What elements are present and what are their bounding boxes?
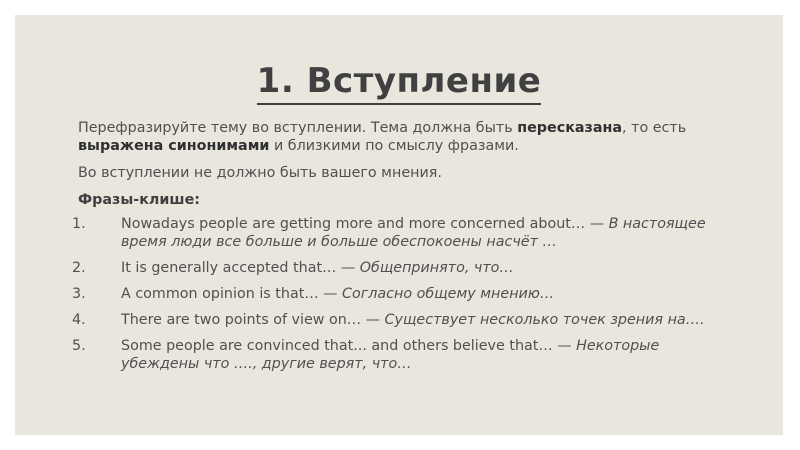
list-item xyxy=(72,259,728,277)
phrase-russian: Согласно общему мнению… xyxy=(342,286,555,302)
phrase-russian: Общепринято, что… xyxy=(359,260,514,276)
phrase-russian: Существует несколько точек зрения на…. xyxy=(384,312,705,328)
list-number: 1. xyxy=(72,216,86,232)
phrase-english: Some people are convinced that... and others believe that… — xyxy=(121,338,577,354)
phrases-heading: Фразы-клише: xyxy=(78,192,201,208)
phrase-english: It is generally accepted that… — xyxy=(121,260,360,276)
intro-text-e: и близкими по смыслу фразами. xyxy=(269,138,519,154)
list-number: 5. xyxy=(72,338,86,354)
slide-title xyxy=(15,61,783,101)
phrases-list xyxy=(72,215,728,373)
list-number: 4. xyxy=(72,312,86,328)
phrase-russian: В настоящее время люди все больше и больше обеспокоены насчёт … xyxy=(121,216,706,250)
intro-emphasis-synonyms: выражена синонимами xyxy=(78,138,270,154)
list-number: 3. xyxy=(72,286,86,302)
intro-emphasis-retold: пересказана xyxy=(517,120,623,136)
phrase-russian: Некоторые убеждены что …., другие верят, что… xyxy=(121,338,660,372)
phrase-english: There are two points of view on… — xyxy=(121,312,385,328)
intro-text-a: Перефразируйте тему во вступлении. Тема должна быть xyxy=(78,120,518,136)
phrase-english: Nowadays people are getting more and more concerned about… — xyxy=(121,216,609,232)
slide-title-text: 1. Вступление xyxy=(257,61,542,105)
list-item xyxy=(72,337,728,373)
slide-body xyxy=(72,119,728,381)
phrase-english: A common opinion is that… — xyxy=(121,286,343,302)
list-item xyxy=(72,285,728,303)
intro-text-c: , то есть xyxy=(622,120,687,136)
intro-paragraph-2: Во вступлении не должно быть вашего мнения. xyxy=(78,165,442,181)
list-item xyxy=(72,215,728,251)
list-item xyxy=(72,311,728,329)
slide xyxy=(15,15,783,435)
list-number: 2. xyxy=(72,260,86,276)
intro-paragraph-1 xyxy=(78,119,728,155)
